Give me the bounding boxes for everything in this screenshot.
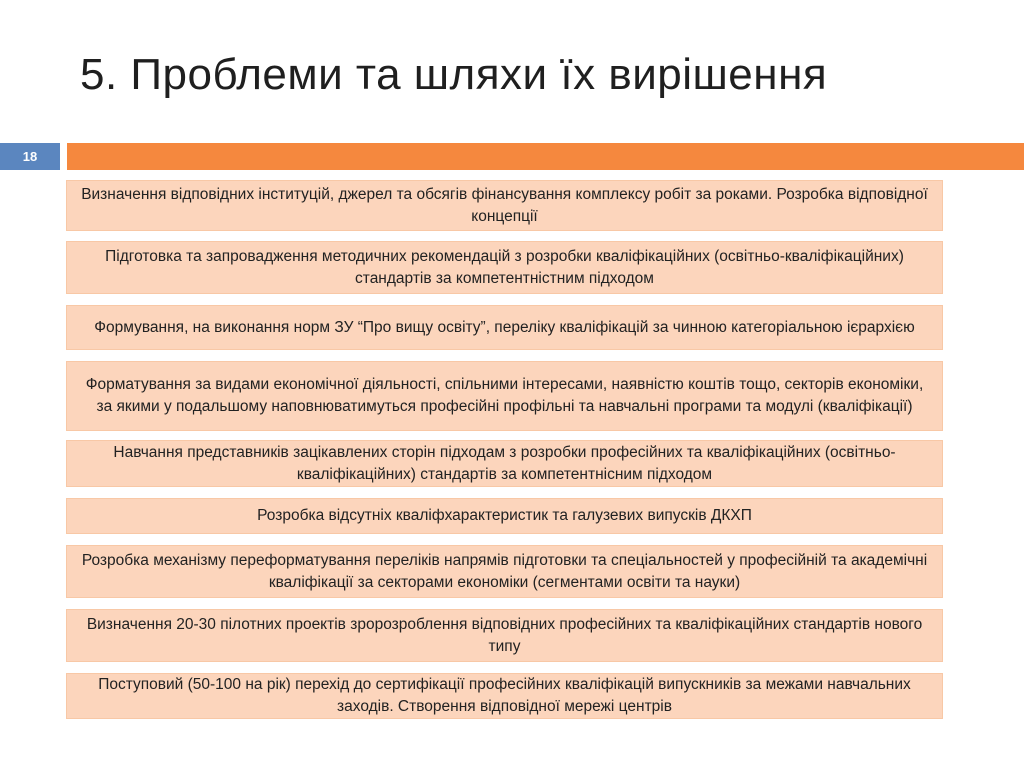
- item-box-5: Навчання представників зацікавлених сторін підходам з розробки професійних та кваліфікаційних (освітньо-кваліфікаційних) стандартів за компетентнісним підходом: [66, 440, 943, 487]
- item-box-2: Підготовка та запровадження методичних рекомендацій з розробки кваліфікаційних (освітньо-кваліфікаційних) стандартів за компетентністним підходом: [66, 241, 943, 294]
- slide-title: 5. Проблеми та шляхи їх вирішення: [80, 50, 828, 99]
- item-box-1: Визначення відповідних інституцій, джерел та обсягів фінансування комплексу робіт за роками. Розробка відповідної концепції: [66, 180, 943, 231]
- header-accent-bar: [67, 143, 1024, 170]
- item-box-4: Форматування за видами економічної діяльності, спільними інтересами, наявністю коштів тощо, секторів економіки, за якими у подальшому наповнюватимуться професійні профільні та навчальні програми та модулі (кваліфікації): [66, 361, 943, 431]
- item-box-3: Формування, на виконання норм ЗУ “Про вищу освіту”, переліку кваліфікацій за чинною категоріальною ієрархією: [66, 305, 943, 350]
- item-box-8: Визначення 20-30 пілотних проектів зророзроблення відповідних професійних та кваліфікаційних стандартів нового типу: [66, 609, 943, 662]
- item-box-6: Розробка відсутніх кваліфхарактеристик та галузевих випусків ДКХП: [66, 498, 943, 534]
- page-number-badge: 18: [0, 143, 60, 170]
- item-box-7: Розробка механізму переформатування переліків напрямів підготовки та спеціальностей у професійній та академічні кваліфікації за секторами економіки (сегментами освіти та науки): [66, 545, 943, 598]
- item-box-9: Поступовий (50-100 на рік) перехід до сертифікації професійних кваліфікацій випускників за межами навчальних заходів. Створення відповідної мережі центрів: [66, 673, 943, 719]
